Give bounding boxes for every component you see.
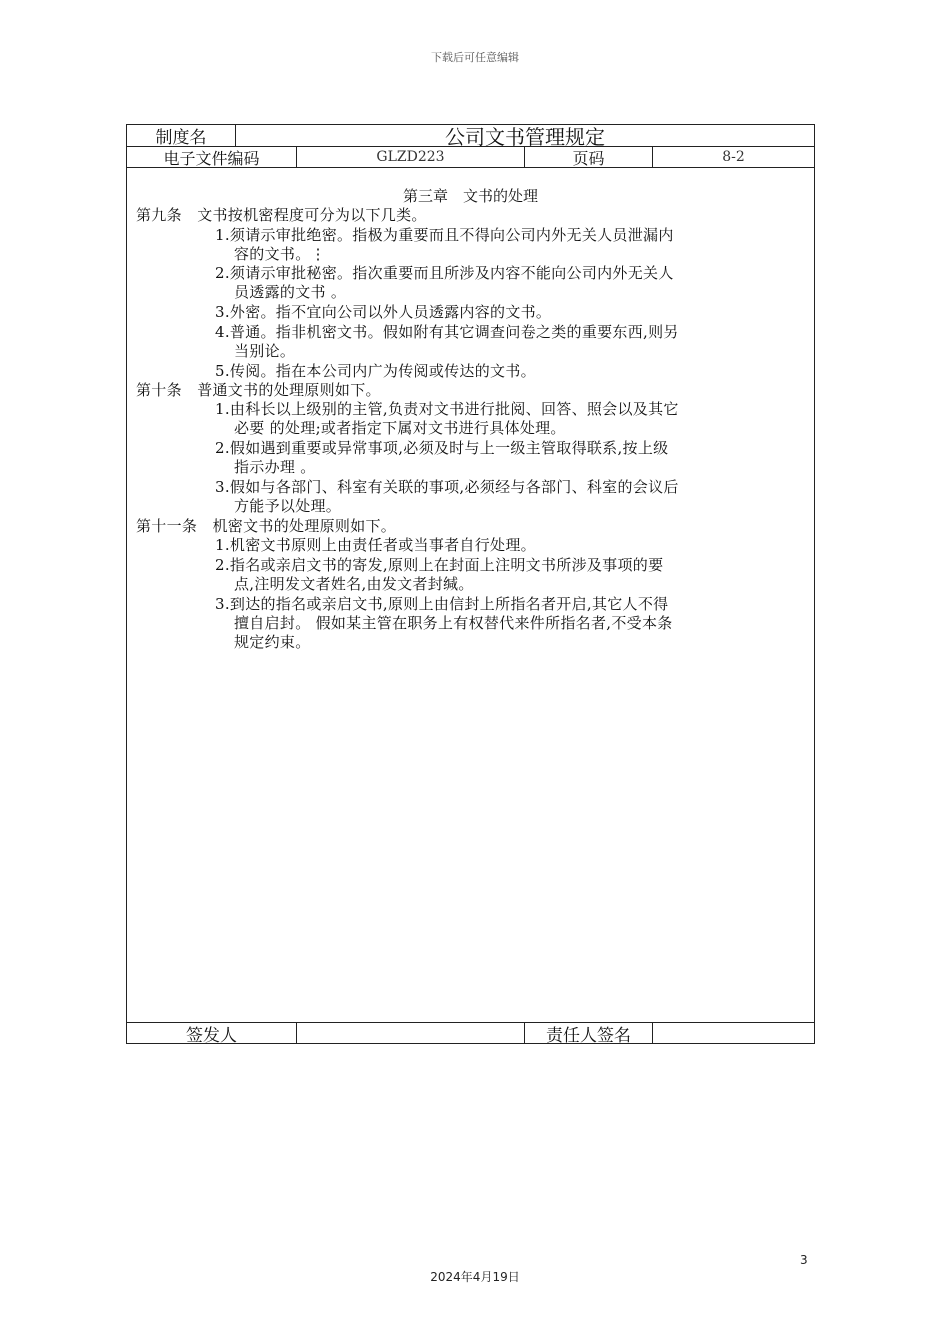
clause-11-item-3: 3.到达的指名或亲启文书,原则上由信封上所指名者开启,其它人不得: [215, 595, 669, 613]
system-name-value: 公司文书管理规定: [445, 125, 605, 149]
title-row: [127, 125, 814, 147]
page-code-label: 页码: [525, 147, 653, 167]
clause-11-heading: 第十一条 机密文书的处理原则如下。: [136, 517, 397, 535]
signature-row: [127, 1023, 814, 1044]
clause-10-item-3: 3.假如与各部门、科室有关联的事项,必须经与各部门、科室的会议后: [215, 478, 679, 496]
clause-9-item-3: 3.外密。指不宜向公司以外人员透露内容的文书。: [215, 303, 552, 321]
clause-11-item-1: 1.机密文书原则上由责任者或当事者自行处理。: [215, 536, 536, 554]
clause-10-item-1-cont: 必要 的处理;或者指定下属对文书进行具体处理。: [234, 419, 566, 437]
clause-10-item-2: 2.假如遇到重要或异常事项,必须及时与上一级主管取得联系,按上级: [215, 439, 669, 457]
clause-9-item-1-cont: 容的文书。⋮: [234, 245, 326, 263]
content-area: [127, 168, 814, 1023]
header-note: 下载后可任意编辑: [431, 51, 519, 64]
chapter-title: 第三章 文书的处理: [402, 187, 538, 205]
issuer-value: [297, 1023, 525, 1044]
responsible-signature-value: [653, 1023, 814, 1044]
issuer-label: 签发人: [127, 1023, 297, 1044]
footer-date: 2024年4月19日: [430, 1270, 520, 1284]
clause-9-heading: 第九条 文书按机密程度可分为以下几类。: [136, 206, 427, 224]
clause-11-item-3-cont: 擅自启封。 假如某主管在职务上有权替代来件所指名者,不受本条: [234, 614, 673, 632]
clause-11-item-3-cont-2: 规定约束。: [234, 633, 311, 651]
clause-9-item-4: 4.普通。指非机密文书。假如附有其它调查问卷之类的重要东西,则另: [215, 323, 679, 341]
document-table: [126, 124, 815, 1044]
file-code-label: 电子文件编码: [127, 147, 297, 167]
file-code-value: GLZD223: [297, 147, 525, 167]
clause-10-item-1: 1.由科长以上级别的主管,负责对文书进行批阅、回答、照会以及其它: [215, 400, 679, 418]
clause-9-item-4-cont: 当别论。: [234, 342, 296, 360]
clause-9-item-2-cont: 员透露的文书 。: [234, 283, 347, 301]
code-row: [127, 147, 814, 168]
clause-9-item-1: 1.须请示审批绝密。指极为重要而且不得向公司内外无关人员泄漏内: [215, 226, 674, 244]
clause-10-item-2-cont: 指示办理 。: [234, 458, 316, 476]
page-code-value: 8-2: [722, 149, 745, 165]
clause-10-heading: 第十条 普通文书的处理原则如下。: [136, 381, 381, 399]
clause-9-item-5: 5.传阅。指在本公司内广为传阅或传达的文书。: [215, 362, 536, 380]
clause-9-item-2: 2.须请示审批秘密。指次重要而且所涉及内容不能向公司内外无关人: [215, 264, 674, 282]
clause-11-item-2: 2.指名或亲启文书的寄发,原则上在封面上注明文书所涉及事项的要: [215, 556, 664, 574]
system-name-label: 制度名: [127, 125, 236, 146]
responsible-signature-label: 责任人签名: [525, 1023, 653, 1044]
page-number: 3: [800, 1253, 808, 1267]
clause-10-item-3-cont: 方能予以处理。: [234, 497, 342, 515]
clause-11-item-2-cont: 点,注明发文者姓名,由发文者封缄。: [234, 575, 474, 593]
